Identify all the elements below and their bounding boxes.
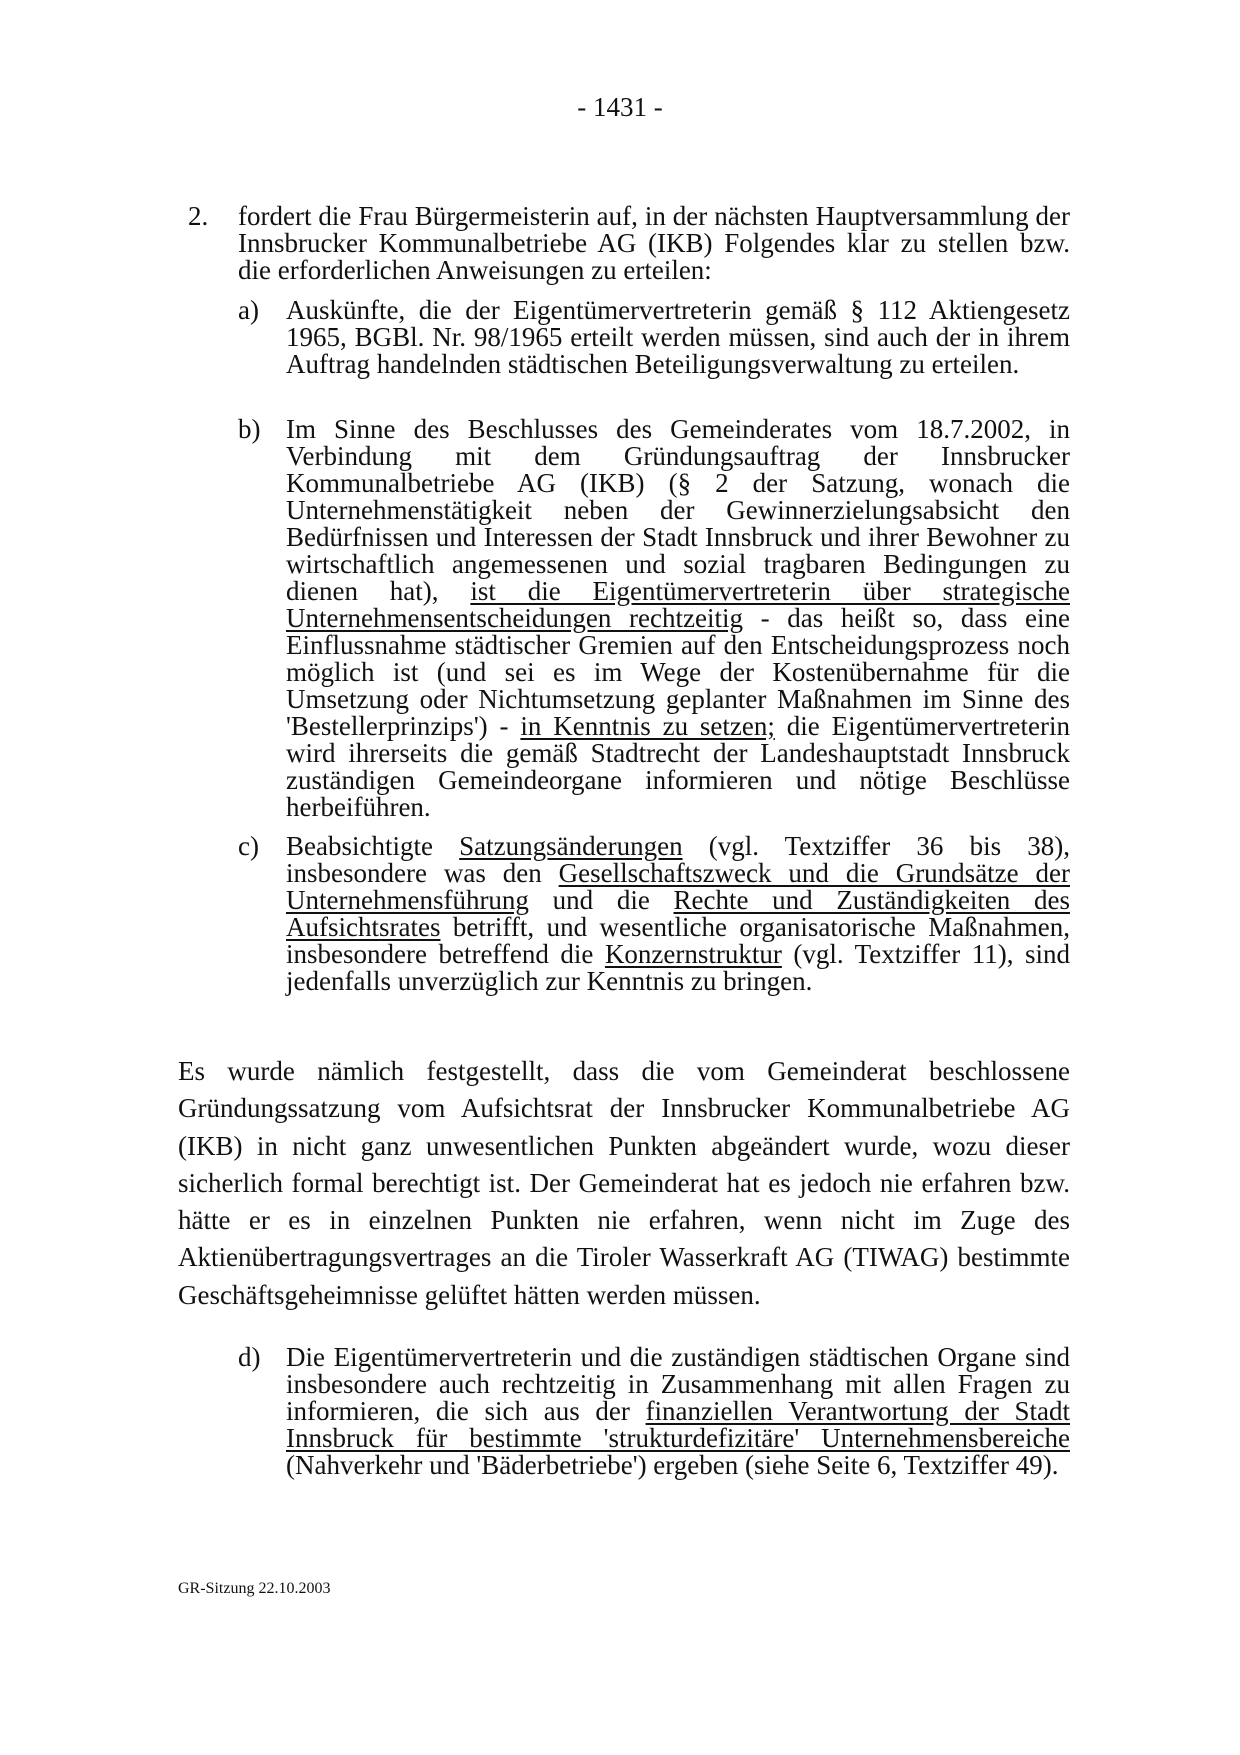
page-footer: GR-Sitzung 22.10.2003 xyxy=(178,1580,331,1597)
sub-item-text: Beabsichtigte Satzungsänderungen (vgl. Textziffer 36 bis 38), insbesondere was den Gesellschaftszweck und die Grundsätze der Unternehmensführung und die Rechte und Zuständigkeiten des Aufsichtsrates betrifft, und wesentliche organisatorische Maßnahmen, insbesondere betreffend die Konzernstruktur (vgl. Textziffer 11), sind jedenfalls unverzüglich zur Kenntnis zu bringen. xyxy=(286,831,1071,996)
sub-item-marker: a) xyxy=(238,295,259,325)
sub-item-text: Im Sinne des Beschlusses des Gemeinderates vom 18.7.2002, in Verbindung mit dem Gründungsauftrag der Innsbrucker Kommunalbetriebe AG (IKB) (§ 2 der Satzung, wonach die Unternehmenstätigkeit neben der Gewinnerzielungsabsicht den Bedürfnissen und Interessen der Stadt Innsbruck und ihrer Bewohner zu wirtschaftlich angemessenen und sozial tragbaren Bedingungen zu dienen hat), ist die Eigentümervertreterin über strategische Unternehmensentscheidungen rechtzeitig - das heißt so, dass eine Einflussnahme städtischer Gremien auf den Entscheidungsprozess noch möglich ist (und sei es im Wege der Kostenübernahme für die Umsetzung oder Nichtumsetzung geplanter Maßnahmen im Sinne des 'Bestellerprinzips') - in Kenntnis zu setzen; die Eigentümervertreterin wird ihrerseits die gemäß Stadtrecht der Landeshauptstadt Innsbruck zuständigen Gemeindeorgane informieren und nötige Beschlüsse herbeiführen. xyxy=(286,414,1070,822)
underlined-text: Satzungsänderungen xyxy=(459,831,683,861)
list-marker: 2. xyxy=(188,201,209,231)
sub-item-a xyxy=(230,297,1070,378)
sub-item-c xyxy=(230,833,1070,995)
sub-item-marker: d) xyxy=(238,1342,261,1372)
underlined-text: ist die Eigentümervertreterin über strategische Unternehmensentscheidungen rechtzeitig xyxy=(286,576,1070,633)
sub-item-d xyxy=(230,1344,1070,1479)
underlined-text: Gesellschaftszweck und die Grundsätze der Unternehmensführung xyxy=(286,858,1071,915)
sub-item-text: Die Eigentümervertreterin und die zuständigen städtischen Organe sind insbesondere auch rechtzeitig in Zusammenhang mit allen Fragen zu informieren, die sich aus der finanziellen Verantwortung der Stadt Innsbruck für bestimmte 'strukturdefizitäre' Unternehmensbereiche (Nahverkehr und 'Bäderbetriebe') ergeben (siehe Seite 6, Textziffer 49). xyxy=(286,1342,1070,1480)
underlined-text: Rechte und Zuständigkeiten des Aufsichtsrates xyxy=(286,885,1070,942)
sub-item-marker: b) xyxy=(238,414,261,444)
sub-item-marker: c) xyxy=(238,831,259,861)
underlined-text: in Kenntnis zu setzen; xyxy=(520,711,775,741)
list-item-text: fordert die Frau Bürgermeisterin auf, in der nächsten Hauptversammlung der Innsbrucker Kommunalbetriebe AG (IKB) Folgendes klar zu stellen bzw. die erforderlichen Anweisungen zu erteilen: xyxy=(238,201,1070,285)
sub-item-text: Auskünfte, die der Eigentümervertreterin gemäß § 112 Aktiengesetz 1965, BGBl. Nr. 98/1965 erteilt werden müssen, sind auch der in ihrem Auftrag handelnden städtischen Beteiligungsverwaltung zu erteilen. xyxy=(286,295,1070,379)
sub-item-b xyxy=(230,416,1070,821)
underlined-text: Konzernstruktur xyxy=(604,939,782,969)
body-paragraph: Es wurde nämlich festgestellt, dass die vom Gemeinderat beschlossene Gründungssatzung vom Aufsichtsrat der Innsbrucker Kommunalbetriebe AG (IKB) in nicht ganz unwesentlichen Punkten abgeändert wurde, wozu dieser sicherlich formal berechtigt ist. Der Gemeinderat hat es jedoch nie erfahren bzw. hätte er es in einzelnen Punkten nie erfahren, wenn nicht im Zuge des Aktienübertragungsvertrages an die Tiroler Wasserkraft AG (TIWAG) bestimmte Geschäftsgeheimnisse gelüftet hätten werden müssen. xyxy=(178,1056,1070,1310)
underlined-text: finanziellen Verantwortung der Stadt Innsbruck für bestimmte 'strukturdefizitäre' Unternehmensbereiche xyxy=(286,1396,1070,1453)
page-number: - 1431 - xyxy=(577,92,663,122)
